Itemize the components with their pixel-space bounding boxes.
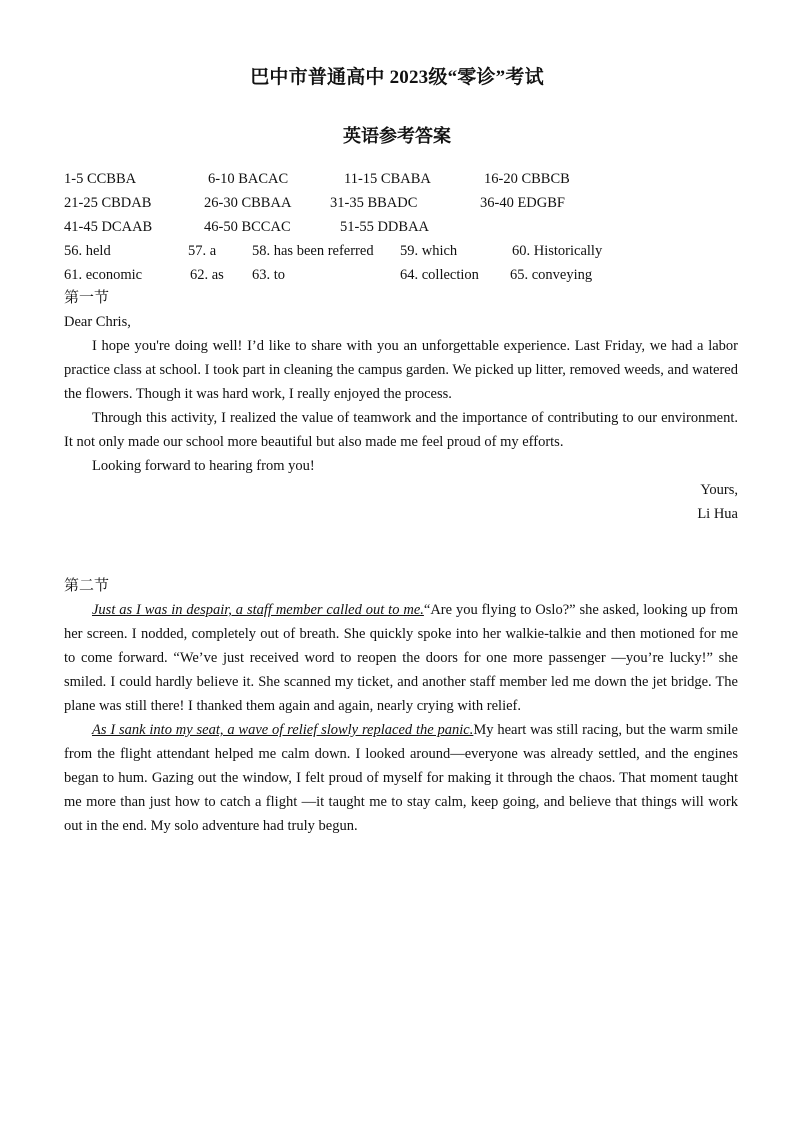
story-paragraph (64, 718, 738, 838)
answer-item: 58. has been referred (252, 243, 374, 259)
answer-item: 36-40 EDGBF (480, 195, 565, 211)
page-subtitle: 英语参考答案 (343, 126, 451, 146)
answer-key (64, 168, 744, 288)
letter-signature: Li Hua (697, 506, 738, 522)
answer-row (64, 168, 744, 192)
answer-item: 61. economic (64, 267, 143, 283)
answer-item: 56. held (64, 243, 111, 259)
answer-item: 62. as (190, 267, 224, 283)
answer-row (64, 240, 744, 264)
letter-paragraph: I hope you're doing well! I’d like to share with you an unforgettable experience. Last Friday, we had a labor practice class at school. I took part in cleaning the campus garden. We picked up litter, removed weeds, and watered the flowers. Though it was hard work, I really enjoyed the process. (64, 338, 738, 402)
answer-item: 46-50 BCCAC (204, 219, 291, 235)
answer-item: 63. to (252, 267, 286, 283)
paragraph-body: My heart was still racing, but the warm smile from the flight attendant helped me calm down. I looked around—everyone was already settled, and the engines began to hum. Gazing out the window, I felt proud of myself for making it through the chaos. That moment taught me more than just how to catch a flight —it taught me to stay calm, keep going, and believe that things will work out in the end. My solo adventure had truly begun. (64, 722, 738, 834)
answer-row (64, 192, 744, 216)
answer-item: 21-25 CBDAB (64, 195, 152, 211)
section-1-label: 第一节 (64, 290, 110, 306)
paragraph-lead-sentence: Just as I was in despair, a staff member called out to me. (92, 602, 424, 618)
page-title: 巴中市普通高中 2023级“零诊”考试 (250, 67, 544, 88)
answer-item: 64. collection (400, 267, 479, 283)
section-2-story (64, 598, 738, 838)
answer-item: 51-55 DDBAA (340, 219, 430, 235)
answer-item: 6-10 BACAC (208, 171, 289, 187)
story-paragraph (64, 598, 738, 718)
answer-item: 65. conveying (510, 267, 593, 283)
answer-item: 60. Historically (512, 243, 603, 259)
answer-item: 59. which (400, 243, 458, 259)
answer-item: 1-5 CCBBA (64, 171, 137, 187)
letter-paragraph: Through this activity, I realized the value of teamwork and the importance of contributing to our environment. It not only made our school more beautiful but also made me feel proud of my efforts. (64, 410, 738, 450)
section-2-label: 第二节 (64, 578, 110, 594)
answer-item: 31-35 BBADC (330, 195, 418, 211)
section-1-letter (64, 310, 738, 526)
answer-item: 11-15 CBABA (344, 171, 431, 187)
letter-greeting: Dear Chris, (64, 314, 131, 330)
answer-item: 26-30 CBBAA (204, 195, 292, 211)
answer-item: 16-20 CBBCB (484, 171, 570, 187)
answer-row (64, 216, 744, 240)
answer-item: 41-45 DCAAB (64, 219, 153, 235)
letter-paragraph: Looking forward to hearing from you! (92, 458, 315, 474)
paragraph-lead-sentence: As I sank into my seat, a wave of relief slowly replaced the panic. (92, 722, 474, 738)
paragraph-body: “Are you flying to Oslo?” she asked, looking up from her screen. I nodded, completely out of breath. She quickly spoke into her walkie-talkie and then motioned for me to come forward. “We’ve just received word to reopen the doors for one more passenger —you’re lucky!” she smiled. I could hardly believe it. She scanned my ticket, and another staff member led me down the jet bridge. The plane was still there! I thanked them again and again, nearly crying with relief. (64, 602, 739, 714)
answer-row (64, 264, 744, 288)
letter-closing: Yours, (700, 482, 738, 498)
answer-item: 57. a (188, 243, 217, 259)
